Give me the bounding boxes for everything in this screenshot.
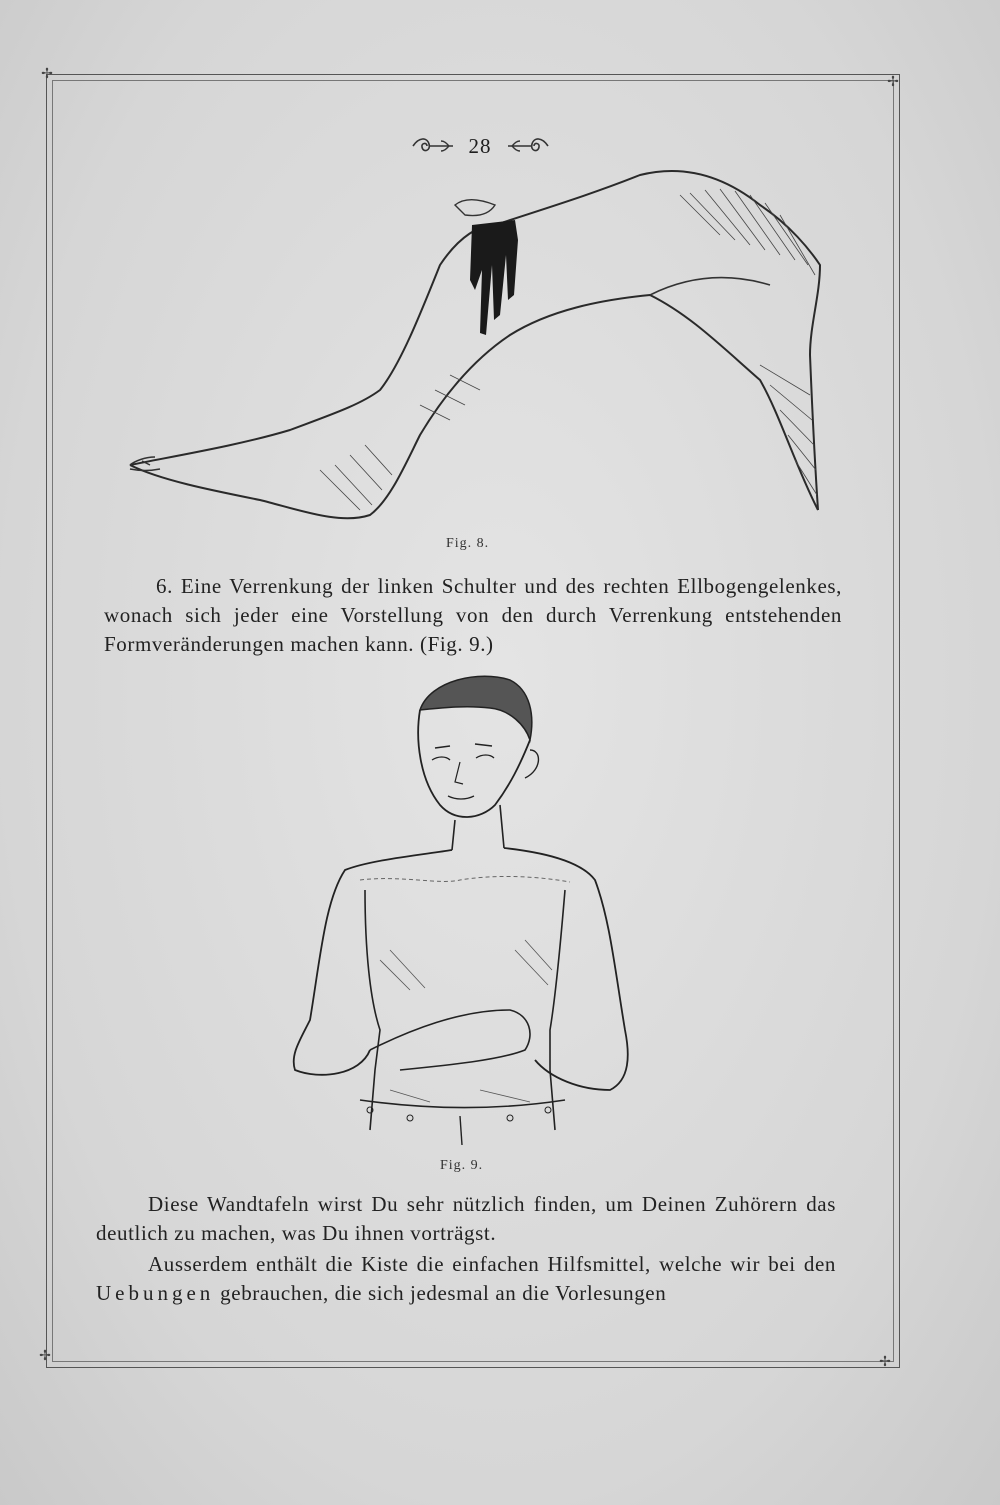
page-header [380, 128, 580, 164]
paragraph-wandtafeln [96, 1190, 836, 1248]
paragraph-item-6-text: 6. Eine Verrenkung der linken Schulter und des rechten Ellbogengelenkes, wonach sich jeder eine Vorstellung von den durch Verrenkung entstehenden Formveränderungen machen kann. (Fig. 9.) [104, 574, 842, 656]
corner-flourish-icon: ✢ [41, 67, 53, 82]
corner-flourish-icon: ✢ [887, 75, 899, 90]
paragraph-wandtafeln-text: Diese Wandtafeln wirst Du sehr nützlich finden, um Deinen Zuhörern das deutlich zu machen, was Du ihnen vorträgst. [96, 1192, 836, 1245]
figure-9-torso-illustration [280, 670, 650, 1150]
figure-8-caption: Fig. 8. [446, 536, 490, 551]
page-number: 28 [468, 133, 492, 158]
paragraph-ausserdem-end: gebrauchen, die sich jedesmal an die Vorlesungen [220, 1281, 667, 1305]
figure-9-caption: Fig. 9. [440, 1158, 484, 1173]
corner-flourish-icon: ✢ [879, 1355, 891, 1370]
paragraph-ausserdem-spaced: Uebungen [96, 1281, 215, 1305]
corner-flourish-icon: ✢ [39, 1349, 51, 1364]
paragraph-item-6 [104, 572, 842, 659]
figure-8-leg-illustration [120, 165, 830, 525]
scroll-ornament-icon [506, 135, 550, 157]
paragraph-ausserdem [96, 1250, 836, 1308]
scroll-ornament-icon [411, 135, 455, 157]
paragraph-ausserdem-start: Ausserdem enthält die Kiste die einfachen Hilfsmittel, welche wir bei den [148, 1252, 836, 1276]
